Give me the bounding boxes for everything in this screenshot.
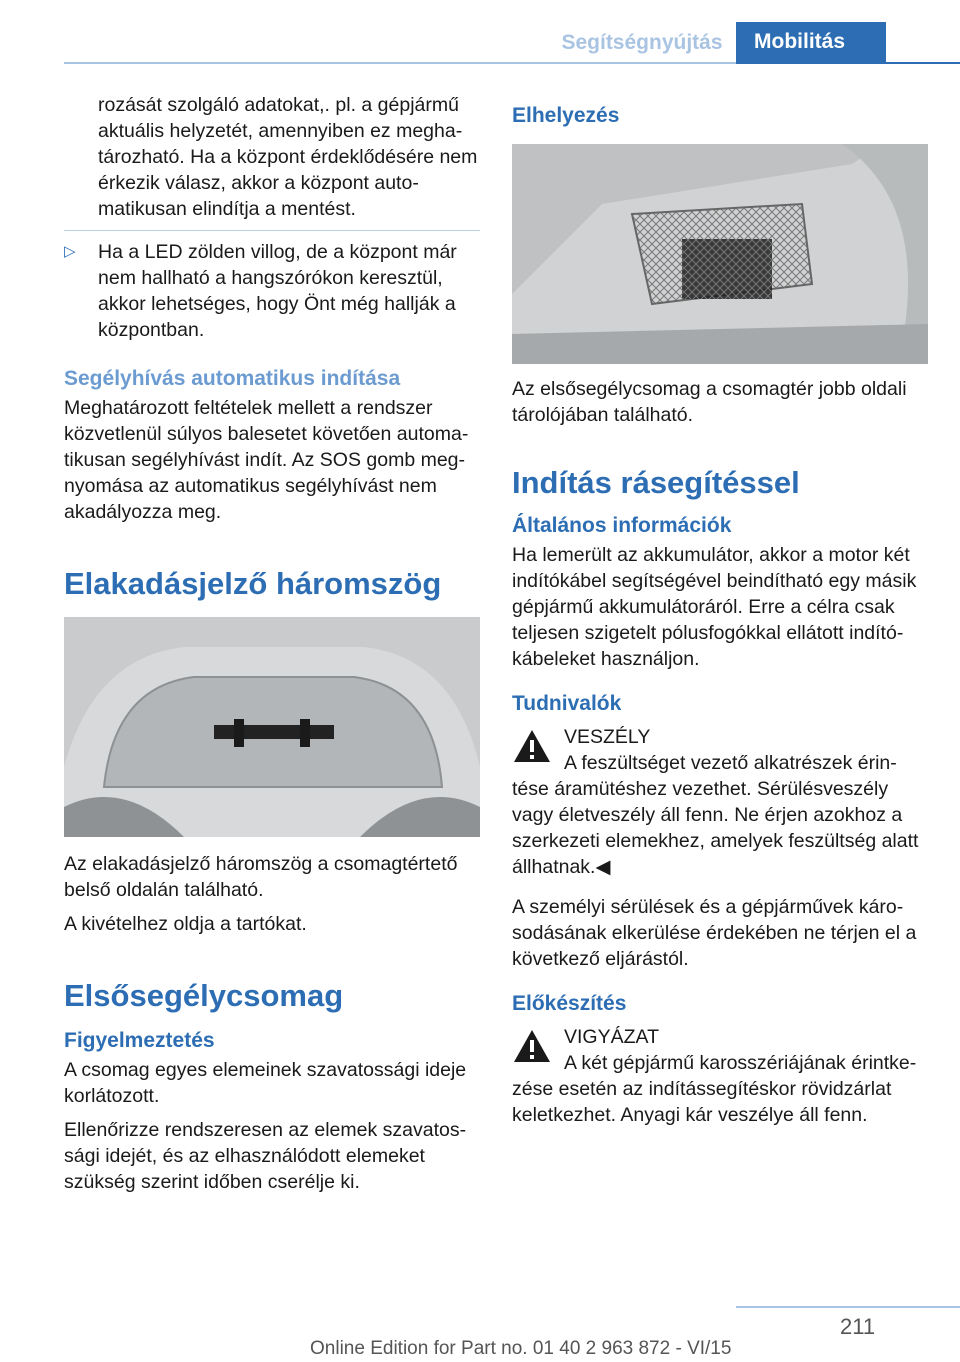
heading-auto-call: Segélyhívás automatikus indítása	[64, 367, 401, 390]
heading-placement: Elhelyezés	[512, 104, 620, 127]
heading-first-aid: Elsősegélycsomag	[64, 978, 344, 1013]
notes-text: A személyi sérülések és a gépjárművek káro-sodásának elkerülése érdekében ne térjen el a következő eljárástól.	[512, 896, 917, 970]
warning-text-2: Ellenőrizze rendszeresen az elemek szavatos-sági idejét, és az elhasználódott elemeket szükség szerint időben cserélje ki.	[64, 1119, 467, 1193]
heading-warning-triangle: Elakadásjelző háromszög	[64, 566, 442, 601]
warning-text-1: A csomag egyes elemeinek szavatossági ideje korlátozott.	[64, 1059, 467, 1107]
heading-notes: Tudnivalók	[512, 692, 622, 715]
edition-footer: Online Edition for Part no. 01 40 2 963 872 - VI/15	[310, 1338, 732, 1359]
auto-call-paragraph: Meghatározott feltételek mellett a rendszer közvetlenül súlyos balesetet követően automa-tikusan segélyhívást indít. Az SOS gomb meg-nyomása az automatikus segélyhívást nem akadályozza meg.	[64, 397, 469, 523]
header-tab-mobilitas[interactable]: Mobilitás	[736, 22, 886, 62]
header-tab-segitsegnyujtas[interactable]: Segítségnyújtás	[561, 31, 723, 54]
left-column	[64, 92, 480, 1203]
trunk-net-photo	[512, 144, 928, 364]
danger-label: VESZÉLY	[564, 726, 651, 748]
danger-text: A feszültséget vezető alkatrészek érin-tése áramütéshez vezethet. Sérülésveszély vagy életveszély áll fenn. Ne érjen azokhoz a szerkezeti elemekhez, amelyek feszültség alatt állhatnak.◀	[512, 752, 919, 878]
heading-preparation: Előkészítés	[512, 992, 627, 1015]
header-rule-active	[736, 62, 960, 64]
general-info-text: Ha lemerült az akkumulátor, akkor a motor két indítókábel segítségével beindítható egy másik gépjármű akkumulátoráról. Erre a célra csak teljesen szigetelt pólusfogókkal ellátott indító-kábeleket használjon.	[512, 544, 917, 670]
trunk-lid-photo	[64, 617, 480, 837]
triangle-remove-text: A kivételhez oldja a tartókat.	[64, 913, 307, 935]
caution-text: A két gépjármű karosszériájának érintke-zése esetén az indítássegítéskor rövidzárlat keletkezhet. Anyagi kár veszélye áll fenn.	[512, 1052, 917, 1126]
danger-box	[512, 724, 928, 750]
list-item-text: Ha a LED zölden villog, de a központ már nem hallható a hangszórókon keresztül, akkor lehetséges, hogy Önt még hallják a központban.	[98, 241, 457, 341]
caution-label: VIGYÁZAT	[564, 1026, 659, 1048]
heading-jump-start: Indítás rásegítéssel	[512, 465, 800, 500]
caution-box	[512, 1024, 928, 1050]
continued-paragraph: rozását szolgáló adatokat,. pl. a gépjármű aktuális helyzetét, amennyiben ez megha-tározható. Ha a központ érdeklődésére nem érkezik válasz, akkor a központ auto-matikusan elindítja a mentést.	[98, 94, 478, 220]
heading-general-info: Általános információk	[512, 514, 732, 537]
page-number: 211	[840, 1314, 876, 1339]
triangle-caption: Az elakadásjelző háromszög a csomagtértető belső oldalán található.	[64, 853, 458, 901]
list-item-led	[64, 239, 480, 343]
warning-triangle-icon	[512, 728, 552, 764]
warning-triangle-icon	[512, 1028, 552, 1064]
placement-caption: Az elsősegélycsomag a csomagtér jobb oldali tárolójában található.	[512, 378, 907, 426]
divider	[64, 230, 480, 231]
footer-rule	[736, 1306, 960, 1308]
heading-warning: Figyelmeztetés	[64, 1029, 215, 1052]
bullet-triangle-icon: ▷	[64, 243, 76, 260]
right-column	[512, 92, 928, 1136]
